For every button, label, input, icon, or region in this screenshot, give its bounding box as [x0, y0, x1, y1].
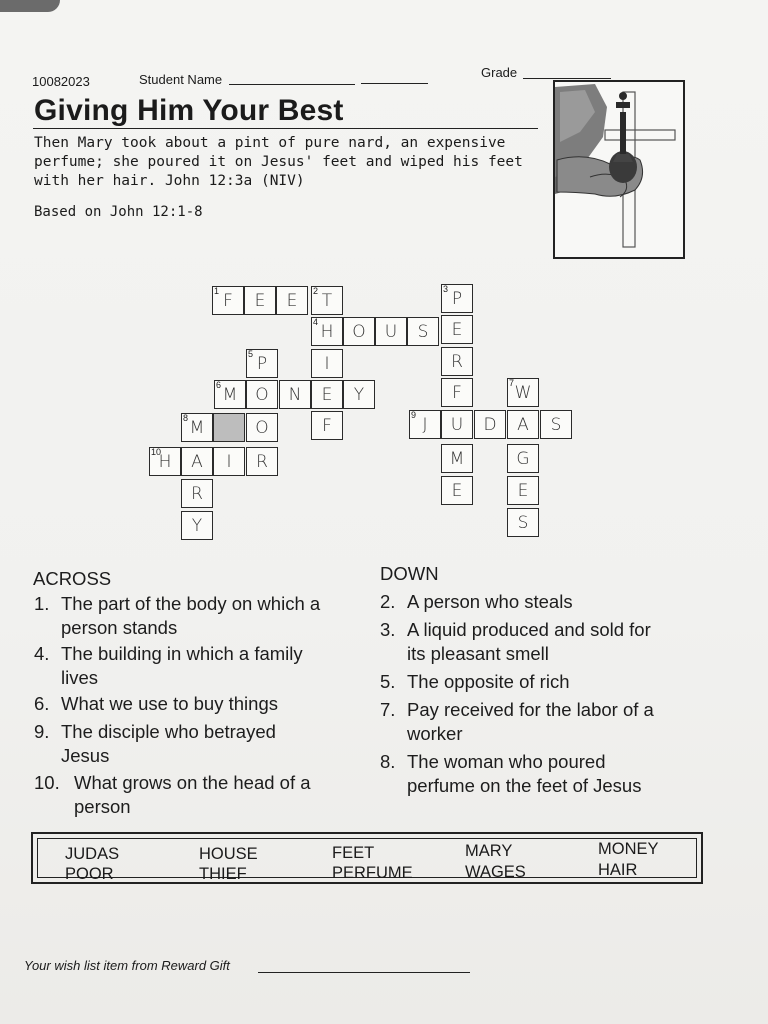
crossword-cell[interactable]: D — [474, 410, 506, 439]
word-bank-item: PERFUME — [332, 864, 413, 882]
crossword-cell[interactable]: 7 W — [507, 378, 539, 407]
crossword-cell[interactable]: F — [441, 378, 473, 407]
across-clue: 6. What we use to buy things — [34, 693, 278, 714]
crossword-cell[interactable]: 10 H — [149, 447, 181, 476]
down-clue: 7. Pay received for the labor of a worker — [380, 699, 654, 744]
crossword-cell[interactable]: 9 J — [409, 410, 441, 439]
grade-line[interactable] — [523, 78, 611, 79]
word-bank-item: MONEY — [598, 840, 659, 858]
word-bank-item: HAIR — [598, 861, 638, 879]
scripture-line-1: Then Mary took about a pint of pure nard, an expensive — [34, 135, 506, 151]
worksheet-code: 10082023 — [32, 74, 90, 89]
crossword-shaded-cell — [213, 413, 245, 442]
down-clue: 8. The woman who poured perfume on the feet of Jesus — [380, 751, 642, 796]
down-clue: 2. A person who steals — [380, 591, 573, 612]
based-on-reference: Based on John 12:1-8 — [34, 204, 203, 220]
word-bank-item: HOUSE — [199, 845, 258, 863]
crossword-cell[interactable]: E — [276, 286, 308, 315]
hands-pouring-perfume-with-cross-icon — [555, 82, 683, 257]
crossword-cell[interactable]: A — [181, 447, 213, 476]
crossword-cell[interactable]: M — [441, 444, 473, 473]
crossword-cell[interactable]: S — [407, 317, 439, 346]
crossword-cell[interactable]: R — [181, 479, 213, 508]
crossword-cell[interactable]: I — [311, 349, 343, 378]
crossword-cell[interactable]: 3 P — [441, 284, 473, 313]
crossword-cell[interactable]: Y — [181, 511, 213, 540]
crossword-cell[interactable]: U — [441, 410, 473, 439]
crossword-cell[interactable]: Y — [343, 380, 375, 409]
wish-list-label: Your wish list item from Reward Gift — [24, 958, 230, 973]
down-clue: 5. The opposite of rich — [380, 671, 570, 692]
across-clue: 1. The part of the body on which a person stands — [34, 593, 321, 638]
crossword-cell[interactable]: 2 T — [311, 286, 343, 315]
word-bank-item: JUDAS — [65, 845, 120, 863]
crossword-cell[interactable]: 4 H — [311, 317, 343, 346]
illustration-frame — [553, 80, 685, 259]
word-bank-item: MARY — [465, 842, 513, 860]
word-bank-item: THIEF — [199, 865, 247, 883]
word-bank-item: FEET — [332, 844, 375, 862]
word-bank-item: POOR — [65, 865, 114, 883]
crossword-cell[interactable]: S — [507, 508, 539, 537]
across-heading: ACROSS — [33, 568, 112, 589]
student-name-line-2[interactable] — [361, 83, 428, 84]
crossword-cell[interactable]: E — [441, 476, 473, 505]
crossword-cell[interactable]: 5 P — [246, 349, 278, 378]
crossword-cell[interactable]: N — [279, 380, 311, 409]
crossword-cell[interactable]: U — [375, 317, 407, 346]
across-clue: 10. What grows on the head of a person — [34, 772, 311, 817]
crossword-cell[interactable]: F — [311, 411, 343, 440]
crossword-cell[interactable]: S — [540, 410, 572, 439]
across-clue: 9. The disciple who betrayed Jesus — [34, 721, 276, 766]
wish-list-line[interactable] — [258, 972, 470, 973]
crossword-cell[interactable]: E — [244, 286, 276, 315]
crossword-cell[interactable]: 6 M — [214, 380, 246, 409]
crossword-cell[interactable]: R — [441, 347, 473, 376]
crossword-cell[interactable]: E — [507, 476, 539, 505]
crossword-cell[interactable]: O — [246, 380, 278, 409]
student-name-label: Student Name — [139, 72, 223, 87]
crossword-cell[interactable]: I — [213, 447, 245, 476]
down-clue: 3. A liquid produced and sold for its pleasant smell — [380, 619, 651, 664]
grade-label: Grade — [481, 65, 518, 80]
across-clue: 4. The building in which a family lives — [34, 643, 303, 688]
crossword-cell[interactable]: E — [441, 315, 473, 344]
page-corner — [0, 0, 60, 12]
crossword-cell[interactable]: G — [507, 444, 539, 473]
word-bank-item: WAGES — [465, 863, 526, 881]
student-name-line[interactable] — [229, 84, 355, 85]
crossword-cell[interactable]: O — [343, 317, 375, 346]
crossword-cell[interactable]: 1 F — [212, 286, 244, 315]
crossword-cell[interactable]: R — [246, 447, 278, 476]
title-rule — [33, 128, 538, 129]
scripture-line-3: with her hair. John 12:3a (NIV) — [34, 173, 305, 189]
crossword-cell[interactable]: 8 M — [181, 413, 213, 442]
page-title: Giving Him Your Best — [34, 94, 344, 127]
scripture-line-2: perfume; she poured it on Jesus' feet and wiped his feet — [34, 154, 523, 170]
crossword-cell[interactable]: O — [246, 413, 278, 442]
word-bank — [31, 832, 703, 884]
crossword-cell[interactable]: A — [507, 410, 539, 439]
down-heading: DOWN — [380, 563, 439, 584]
crossword-cell[interactable]: E — [311, 380, 343, 409]
